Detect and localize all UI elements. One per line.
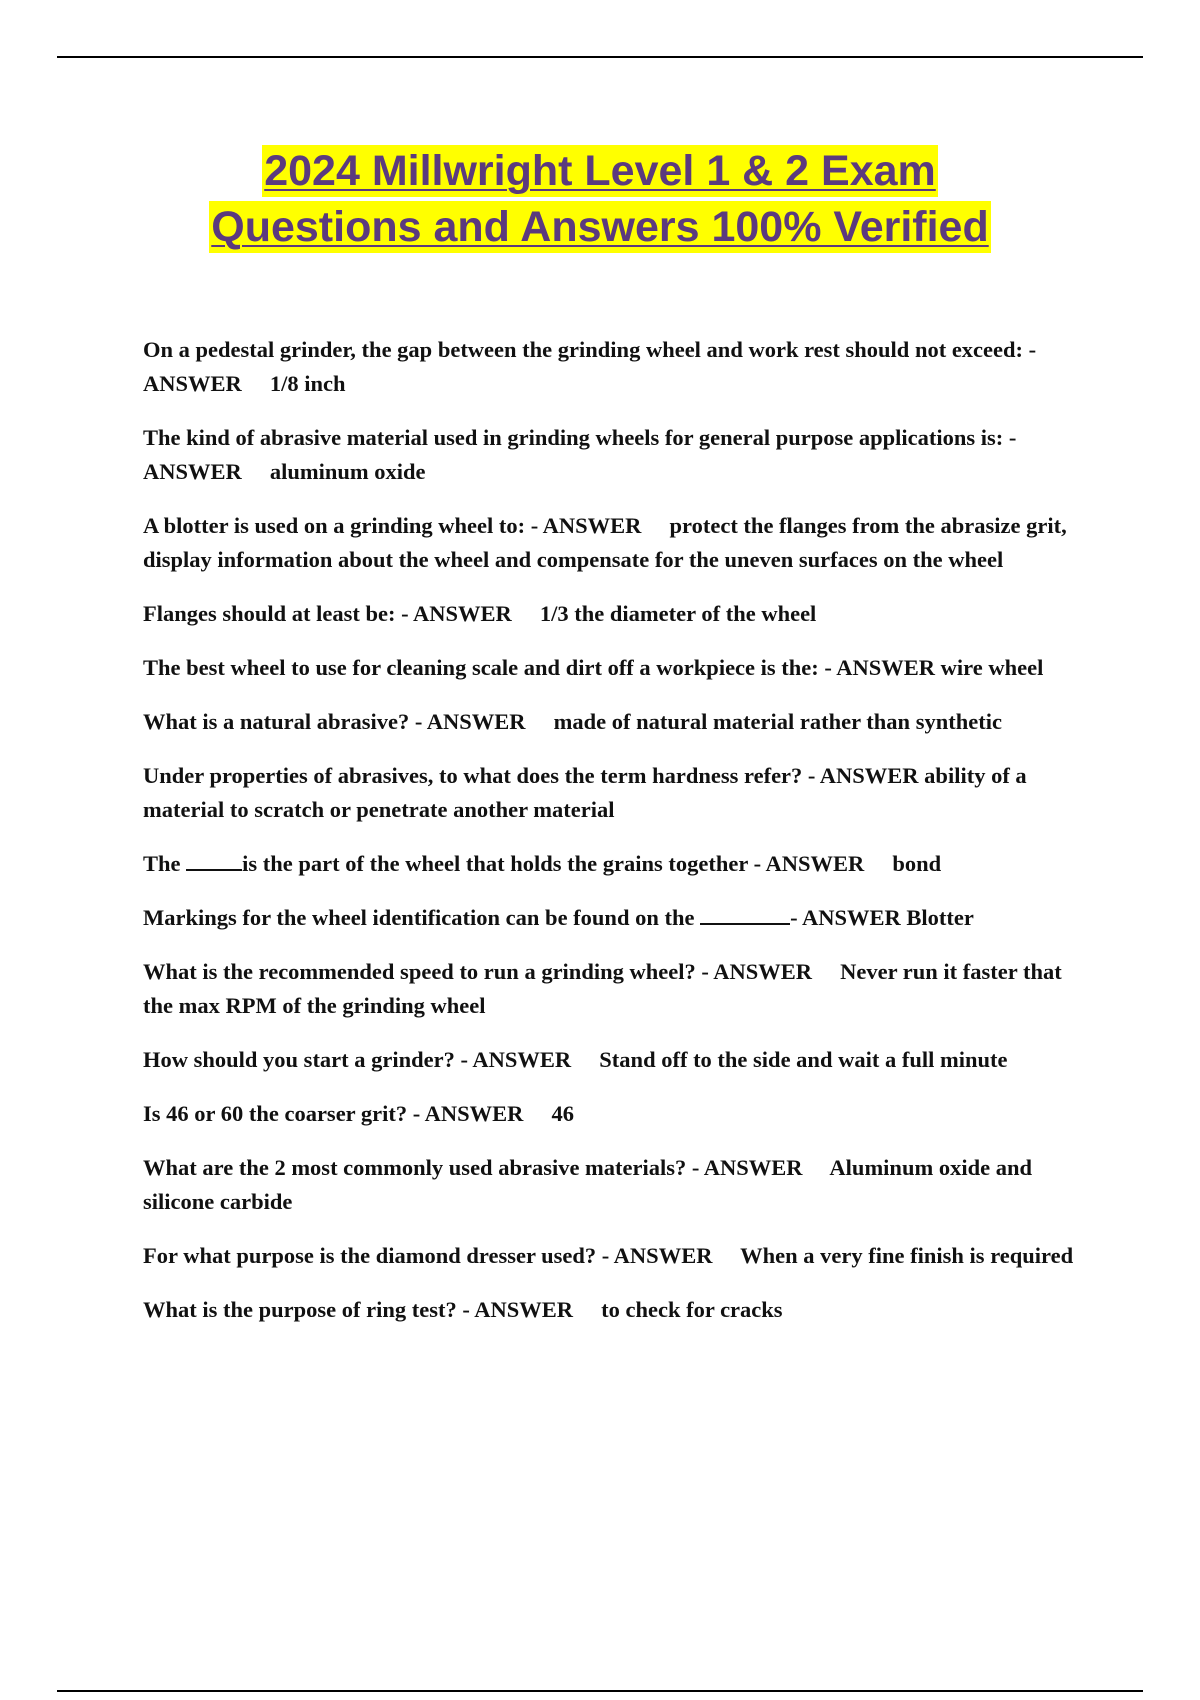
document-title xyxy=(60,145,1140,253)
bottom-rule xyxy=(57,1690,1143,1692)
qa-item: What is the recommended speed to run a grinding wheel? - ANSWER Never run it faster that the max RPM of the grinding wheel xyxy=(143,959,1068,1018)
qa-item: A blotter is used on a grinding wheel to: - ANSWER protect the flanges from the abrasize grit, display information about the wheel and compensate for the uneven surfaces on the wheel xyxy=(143,513,1073,572)
qa-item: What are the 2 most commonly used abrasive materials? - ANSWER Aluminum oxide and silicone carbide xyxy=(143,1155,1038,1214)
qa-item: The best wheel to use for cleaning scale and dirt off a workpiece is the: - ANSWER wire wheel xyxy=(143,655,1044,680)
qa-item: What is a natural abrasive? - ANSWER made of natural material rather than synthetic xyxy=(143,709,1002,734)
qa-list xyxy=(143,333,1095,1347)
title-line-2: Questions and Answers 100% Verified xyxy=(211,203,989,251)
qa-item: Flanges should at least be: - ANSWER 1/3 the diameter of the wheel xyxy=(143,601,817,626)
qa-item: Under properties of abrasives, to what does the term hardness refer? - ANSWER ability of a material to scratch or penetrate another material xyxy=(143,763,1033,822)
qa-item xyxy=(143,847,1095,881)
qa-text-before: The xyxy=(143,851,187,876)
qa-item: How should you start a grinder? - ANSWER Stand off to the side and wait a full minute xyxy=(143,1047,1008,1072)
top-rule xyxy=(57,56,1143,58)
qa-item: What is the purpose of ring test? - ANSWER to check for cracks xyxy=(143,1297,783,1322)
qa-text-after: is the part of the wheel that holds the grains together - ANSWER bond xyxy=(242,851,942,876)
qa-item: On a pedestal grinder, the gap between the grinding wheel and work rest should not exceed: - ANSWER 1/8 inch xyxy=(143,337,1041,396)
title-line-1: 2024 Millwright Level 1 & 2 Exam xyxy=(264,147,936,195)
qa-item: The kind of abrasive material used in grinding wheels for general purpose applications is: - ANSWER aluminum oxide xyxy=(143,425,1021,484)
fill-in-blank xyxy=(186,847,242,871)
fill-in-blank xyxy=(700,901,790,925)
qa-item xyxy=(143,901,1095,935)
qa-text-after: - ANSWER Blotter xyxy=(790,905,974,930)
qa-text-before: Markings for the wheel identification can be found on the xyxy=(143,905,701,930)
qa-item: Is 46 or 60 the coarser grit? - ANSWER 46 xyxy=(143,1101,575,1126)
qa-item: For what purpose is the diamond dresser used? - ANSWER When a very fine finish is required xyxy=(143,1243,1074,1268)
